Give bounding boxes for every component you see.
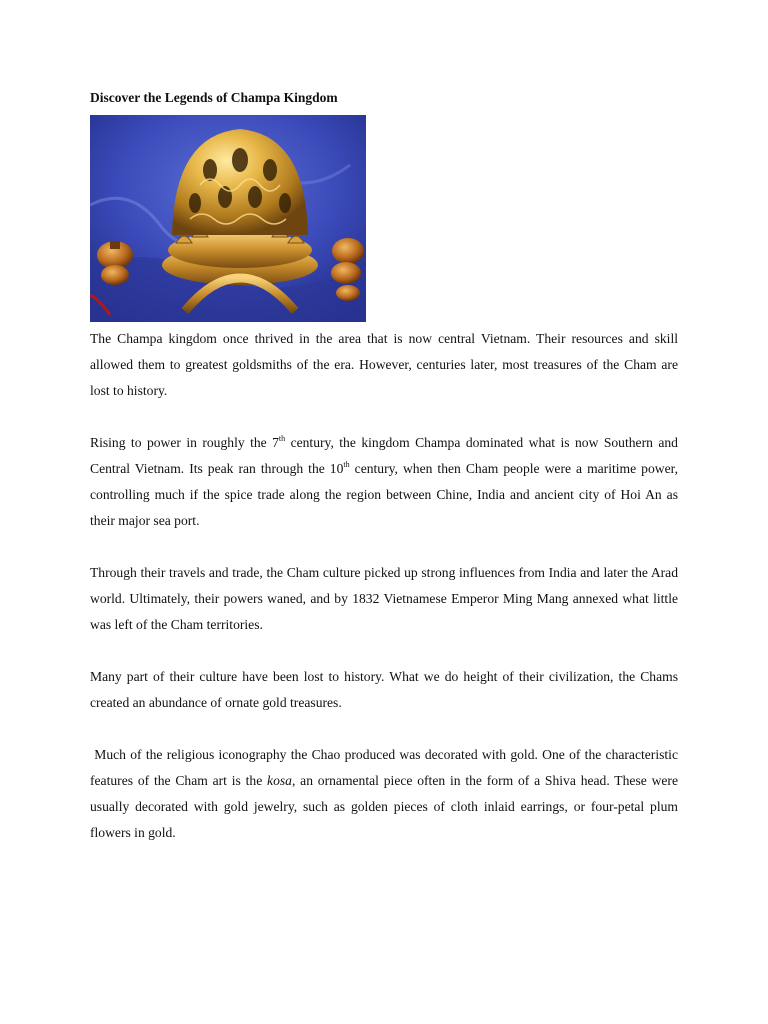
paragraph-history-text-c: century, when then Cham people were a maritime power, controlling much if the spice trade along the region between Chine, India and ancient city of Hoi An as their major sea port. (90, 461, 678, 528)
document-page (90, 88, 682, 872)
paragraph-intro-text: The Champa kingdom once thrived in the area that is now central Vietnam. Their resources and skill allowed them to greatest goldsmiths of the era. However, centuries later, most treasures of the Cham are lost to history. (90, 331, 678, 398)
document-title: Discover the Legends of Champa Kingdom (90, 90, 338, 105)
kosa-term: kosa (267, 773, 292, 788)
paragraph-trade (90, 560, 678, 638)
paragraph-iconography-text-a: Much of the religious iconography the Chao produced was decorated with gold. One of the characteristic features of the Cham art is the (90, 747, 682, 788)
paragraph-history-text-a: Rising to power in roughly the 7 (90, 435, 279, 450)
paragraph-iconography-text-b: , an ornamental piece often in the form of a Shiva head. These were usually decorated with gold jewelry, such as golden pieces of cloth inlaid earrings, or four-petal plum flowers in gold. (90, 773, 678, 840)
ordinal-suffix-10th: th (343, 460, 350, 469)
paragraph-culture-text: Many part of their culture have been lost to history. What we do height of their civilization, the Chams created an abundance of ornate gold treasures. (90, 669, 678, 710)
paragraph-iconography (90, 742, 682, 846)
paragraph-culture (90, 664, 678, 716)
ordinal-suffix-7th: th (278, 434, 286, 443)
cham-gold-crown-photo (90, 115, 366, 322)
paragraph-trade-text: Through their travels and trade, the Cham culture picked up strong influences from India and later the Arad world. Ultimately, their powers waned, and by 1832 Vietnamese Emperor Ming Mang annexed what little was left of the Cham territories. (90, 565, 678, 632)
paragraph-intro (90, 326, 678, 404)
paragraph-history-text-b: century, the kingdom Champa dominated what is now Southern and Central Vietnam. Its peak ran through the 10 (90, 435, 678, 476)
paragraph-history (90, 430, 678, 534)
